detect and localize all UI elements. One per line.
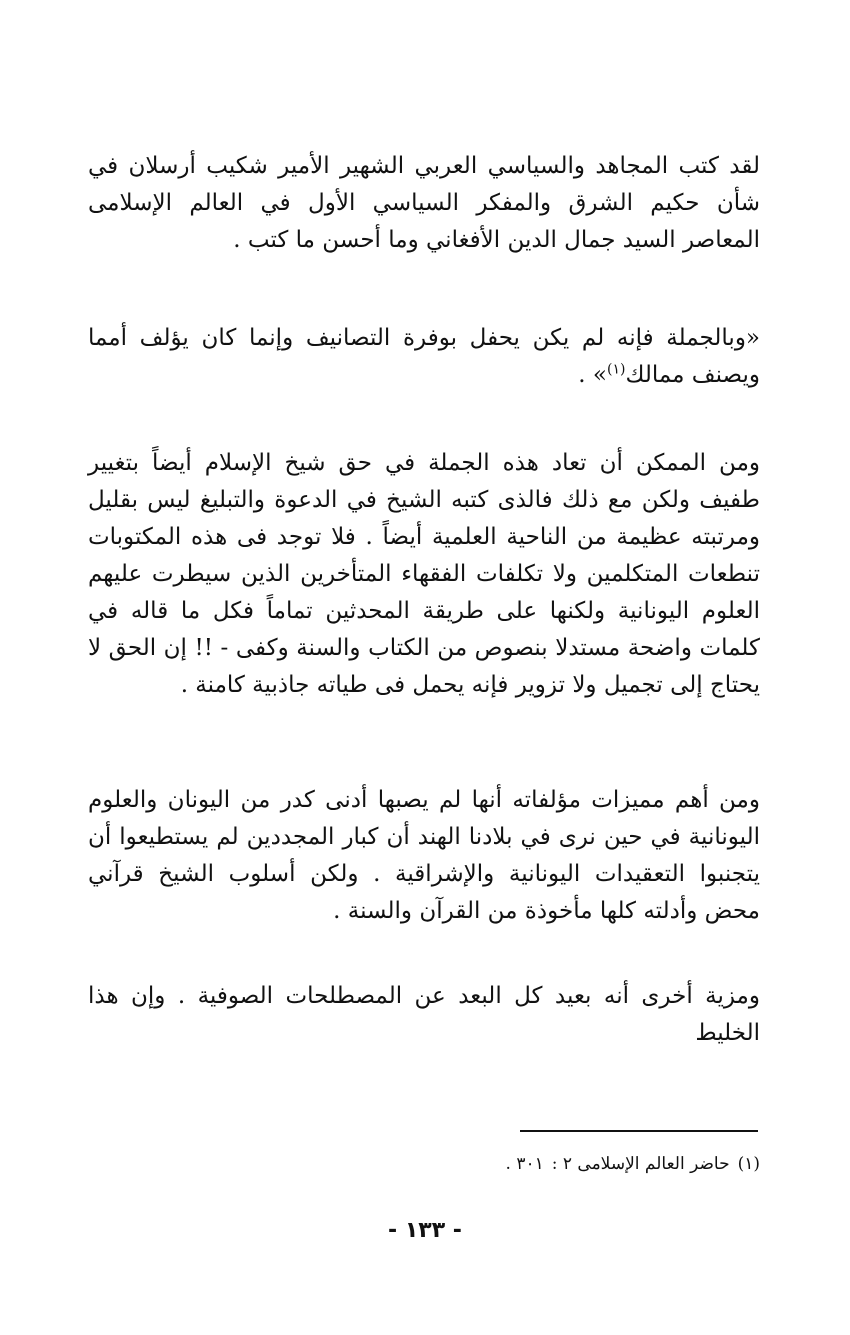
paragraph-arslan-quote-intro: لقد كتب المجاهد والسياسي العربي الشهير الأمير شكيب أرسلان في شأن حكيم الشرق والمفكر السياسي الأول في العالم الإسلامى المعاصر السيد جمال الدين الأفغاني وما أحسن ما كتب . bbox=[88, 153, 760, 253]
page-number: - ١٣٣ - bbox=[388, 1218, 462, 1243]
footnote-marker: (١) bbox=[607, 361, 626, 378]
footnote bbox=[506, 1150, 761, 1178]
quotation-text: «وبالجملة فإنه لم يكن يحفل بوفرة التصانيف وإنما كان يؤلف أمما ويصنف ممالك bbox=[88, 325, 760, 388]
paragraph-quotation bbox=[88, 320, 760, 394]
footnote-number: (١) bbox=[737, 1154, 760, 1174]
footnote-page-reference: ٣٠١ . bbox=[505, 1154, 544, 1174]
footnote-source: حاضر العالم الإسلامى ٢ : bbox=[551, 1154, 730, 1174]
quotation-close: » . bbox=[578, 362, 607, 388]
paragraph-features: ومن أهم مميزات مؤلفاته أنها لم يصبها أدنى كدر من اليونان والعلوم اليونانية في حين نرى في بلادنا الهند أن كبار المجددين لم يستطيعوا أن يتجنبوا التعقيدات اليونانية والإشراقية . ولكن أسلوب الشيخ قرآني محض وأدلته كلها مأخوذة من القرآن والسنة . bbox=[88, 787, 760, 924]
paragraph-sufi-terms: ومزية أخرى أنه بعيد كل البعد عن المصطلحات الصوفية . وإن هذا الخليط bbox=[88, 983, 760, 1046]
footnote-divider bbox=[520, 1130, 758, 1132]
paragraph-shaykh-writings: ومن الممكن أن تعاد هذه الجملة في حق شيخ الإسلام أيضاً بتغيير طفيف ولكن مع ذلك فالذى كتبه الشيخ في الدعوة والتبليغ ليس بقليل ومرتبته عظيمة من الناحية العلمية أيضاً . فلا توجد فى هذه المكتوبات تنطعات المتكلمين ولا تكلفات الفقهاء المتأخرين الذين سيطرت عليهم العلوم اليونانية ولكنها على طريقة المحدثين تماماً فكل ما قاله في كلمات واضحة مستدلا بنصوص من الكتاب والسنة وكفى - !! إن الحق لا يحتاج إلى تجميل ولا تزوير فإنه يحمل فى طياته جاذبية كامنة . bbox=[88, 450, 760, 698]
